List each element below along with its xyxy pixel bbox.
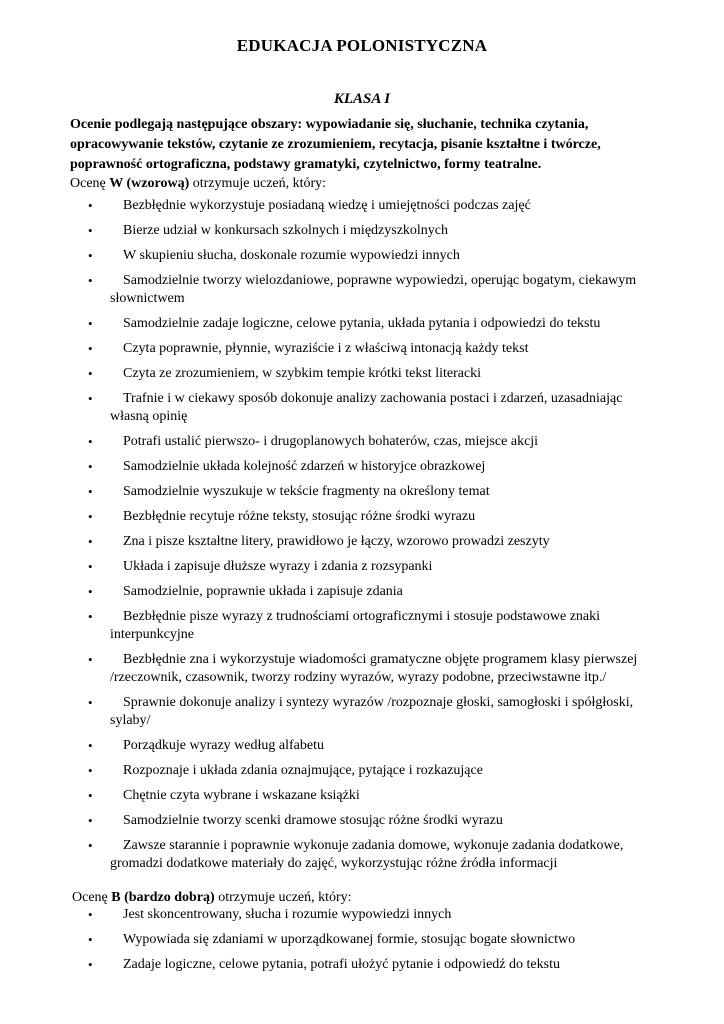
page-title: EDUKACJA POLONISTYCZNA <box>236 36 488 55</box>
bullet-icon: • <box>88 509 93 524</box>
bullet-icon: • <box>88 609 93 624</box>
list-item-text: Układa i zapisuje dłuższe wyrazy i zdania z rozsypanki <box>123 559 433 574</box>
list-item <box>0 483 660 501</box>
grade-b-intro <box>72 888 352 908</box>
list-item-text: Porządkuje wyrazy według alfabetu <box>123 738 324 753</box>
list-item <box>0 956 660 974</box>
list-item-text: Samodzielnie tworzy wielozdaniowe, poprawne wypowiedzi, operując bogatym, ciekawym słownictwem <box>110 273 637 306</box>
list-item <box>0 390 660 426</box>
bullet-icon: • <box>88 366 93 381</box>
bullet-icon: • <box>88 652 93 667</box>
list-item-text: Bezbłędnie pisze wyrazy z trudnościami ortograficznymi i stosuje podstawowe znaki interpunkcyjne <box>110 609 601 642</box>
list-item-text: Samodzielnie zadaje logiczne, celowe pytania, układa pytania i odpowiedzi do tekstu <box>123 316 601 331</box>
list-item-text: Trafnie i w ciekawy sposób dokonuje analizy zachowania postaci i zdarzeń, uzasadniając własną opinię <box>110 391 623 424</box>
bullet-icon: • <box>88 559 93 574</box>
bullet-icon: • <box>88 838 93 853</box>
grade-b-suffix: otrzymuje uczeń, który: <box>214 890 352 905</box>
list-item <box>0 906 660 924</box>
list-item <box>0 737 660 755</box>
bullet-icon: • <box>88 223 93 238</box>
list-item-text: Bezbłędnie zna i wykorzystuje wiadomości gramatyczne objęte programem klasy pierwszej /rzeczownik, czasownik, tworzy rodziny wyrazów, wyrazy podobne, przeciwstawne itp./ <box>110 652 638 685</box>
grade-b-criteria-list <box>0 906 660 981</box>
list-item-text: Wypowiada się zdaniami w uporządkowanej formie, stosując bogate słownictwo <box>123 932 576 947</box>
bullet-icon: • <box>88 763 93 778</box>
list-item <box>0 458 660 476</box>
list-item-text: Samodzielnie układa kolejność zdarzeń w historyjce obrazkowej <box>123 459 486 474</box>
list-item-text: Potrafi ustalić pierwszo- i drugoplanowych bohaterów, czas, miejsce akcji <box>123 434 539 449</box>
list-item-text: Samodzielnie wyszukuje w tekście fragmenty na określony temat <box>123 484 490 499</box>
bullet-icon: • <box>88 534 93 549</box>
list-item <box>0 837 660 873</box>
bullet-icon: • <box>88 813 93 828</box>
bullet-icon: • <box>88 434 93 449</box>
list-item <box>0 533 660 551</box>
bullet-icon: • <box>88 584 93 599</box>
list-item <box>0 508 660 526</box>
list-item <box>0 651 660 687</box>
list-item-text: Bezbłędnie wykorzystuje posiadaną wiedzę i umiejętności podczas zajęć <box>123 198 531 213</box>
bullet-icon: • <box>88 198 93 213</box>
list-item-text: Jest skoncentrowany, słucha i rozumie wypowiedzi innych <box>123 907 452 922</box>
list-item <box>0 365 660 383</box>
list-item <box>0 762 660 780</box>
list-item-text: Rozpoznaje i układa zdania oznajmujące, pytające i rozkazujące <box>123 763 483 778</box>
bullet-icon: • <box>88 391 93 406</box>
list-item-text: Zadaje logiczne, celowe pytania, potrafi ułożyć pytanie i odpowiedź do tekstu <box>123 957 560 972</box>
list-item-text: Sprawnie dokonuje analizy i syntezy wyrazów /rozpoznaje głoski, samogłoski i spółgłoski, sylaby/ <box>110 695 634 728</box>
assessment-areas-intro: Ocenie podlegają następujące obszary: wypowiadanie się, słuchanie, technika czytania, opracowywanie tekstów, czytanie ze zrozumieniem, recytacja, pisanie kształtne i twórcze, poprawność ortograficzna, podstawy gramatyki, czytelnictwo, formy teatralne. <box>70 117 601 172</box>
list-item <box>0 272 660 308</box>
list-item-text: W skupieniu słucha, doskonale rozumie wypowiedzi innych <box>123 248 460 263</box>
bullet-icon: • <box>88 459 93 474</box>
bullet-icon: • <box>88 695 93 710</box>
bullet-icon: • <box>88 341 93 356</box>
bullet-icon: • <box>88 957 93 972</box>
list-item <box>0 583 660 601</box>
bullet-icon: • <box>88 273 93 288</box>
list-item-text: Bierze udział w konkursach szkolnych i międzyszkolnych <box>123 223 449 238</box>
list-item-text: Bezbłędnie recytuje różne teksty, stosując różne środki wyrazu <box>123 509 476 524</box>
list-item <box>0 315 660 333</box>
list-item <box>0 787 660 805</box>
list-item <box>0 433 660 451</box>
class-subtitle: KLASA I <box>333 91 391 107</box>
bullet-icon: • <box>88 248 93 263</box>
list-item <box>0 608 660 644</box>
grade-w-prefix: Ocenę <box>70 176 110 191</box>
list-item <box>0 340 660 358</box>
bullet-icon: • <box>88 788 93 803</box>
list-item-text: Zna i pisze kształtne litery, prawidłowo je łączy, wzorowo prowadzi zeszyty <box>123 534 550 549</box>
list-item-text: Samodzielnie tworzy scenki dramowe stosując różne środki wyrazu <box>123 813 503 828</box>
list-item <box>0 247 660 265</box>
bullet-icon: • <box>88 484 93 499</box>
list-item <box>0 812 660 830</box>
bullet-icon: • <box>88 316 93 331</box>
list-item-text: Chętnie czyta wybrane i wskazane książki <box>123 788 360 803</box>
list-item <box>0 558 660 576</box>
bullet-icon: • <box>88 932 93 947</box>
grade-b-label: B (bardzo dobrą) <box>111 890 215 905</box>
grade-w-criteria-list <box>0 197 660 880</box>
bullet-icon: • <box>88 907 93 922</box>
grade-w-suffix: otrzymuje uczeń, który: <box>189 176 327 191</box>
grade-w-intro <box>70 174 326 194</box>
list-item-text: Samodzielnie, poprawnie układa i zapisuje zdania <box>123 584 403 599</box>
list-item <box>0 931 660 949</box>
bullet-icon: • <box>88 738 93 753</box>
grade-w-label: W (wzorową) <box>109 176 190 191</box>
list-item <box>0 222 660 240</box>
list-item-text: Czyta poprawnie, płynnie, wyraziście i z właściwą intonacją każdy tekst <box>123 341 529 356</box>
list-item <box>0 197 660 215</box>
list-item-text: Zawsze starannie i poprawnie wykonuje zadania domowe, wykonuje zadania dodatkowe, gromadzi dodatkowe materiały do zajęć, wykorzystując różne źródła informacji <box>110 838 624 871</box>
list-item-text: Czyta ze zrozumieniem, w szybkim tempie krótki tekst literacki <box>123 366 482 381</box>
grade-b-prefix: Ocenę <box>72 890 112 905</box>
list-item <box>0 694 660 730</box>
